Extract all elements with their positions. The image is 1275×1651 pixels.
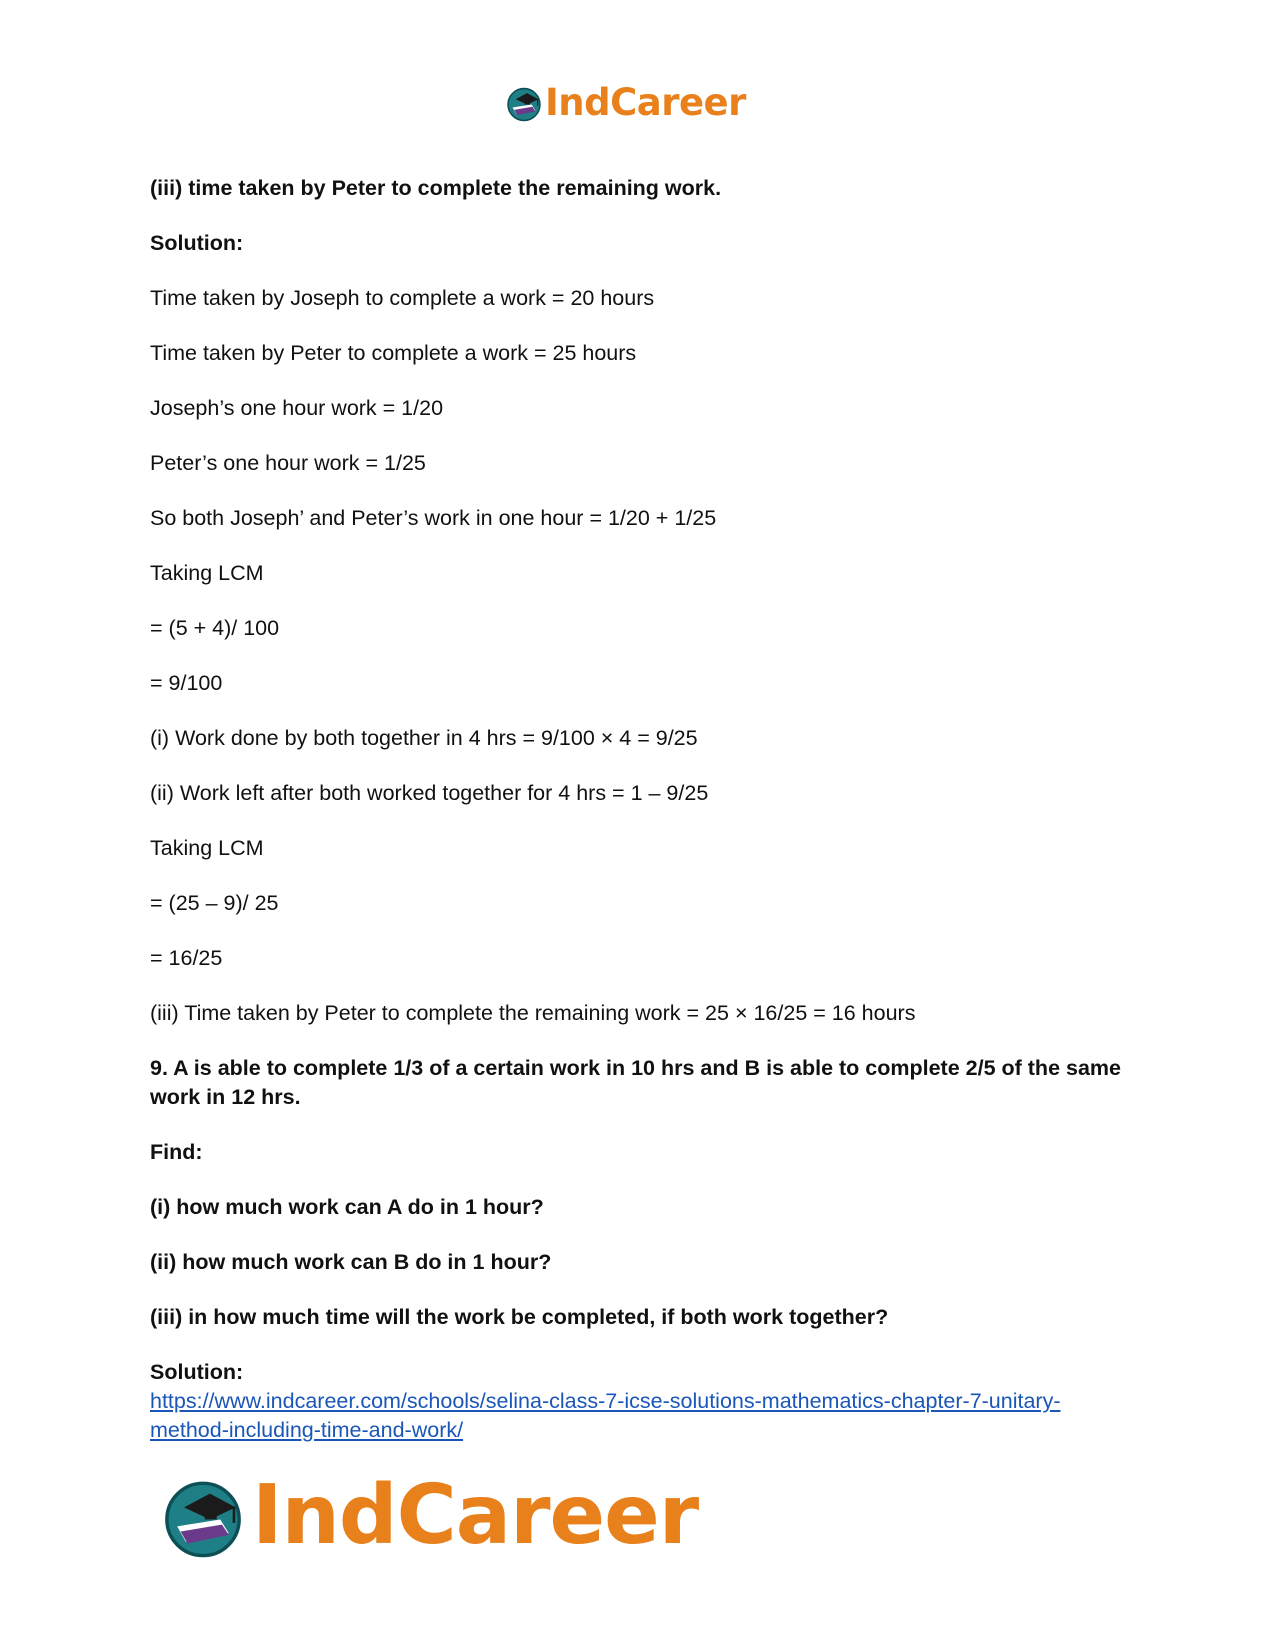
footer-logo [160,1466,698,1566]
line-gap [150,1028,1130,1054]
solution-link[interactable]: https://www.indcareer.com/schools/selina-class-7-icse-solutions-mathematics-chapter-7-unitary-method-including-time-and-work/ [150,1389,1061,1442]
text-line: Time taken by Joseph to complete a work = 20 hours [150,286,655,310]
header-logo-text: IndCareer [545,81,746,124]
line-gap [150,808,1130,834]
text-line: (iii) in how much time will the work be completed, if both work together? [150,1305,889,1329]
line-gap [150,423,1130,449]
line-gap [150,863,1130,889]
line-gap [150,643,1130,669]
text-line: (ii) how much work can B do in 1 hour? [150,1250,552,1274]
line-gap [150,973,1130,999]
text-line: 9. A is able to complete 1/3 of a certain work in 10 hrs and B is able to complete 2/5 of the same work in 12 hrs. [150,1056,1121,1109]
document-body [150,174,1130,1445]
line-gap [150,203,1130,229]
text-line: Taking LCM [150,836,264,860]
lines-container [150,174,1130,1358]
text-line: (ii) Work left after both worked together for 4 hrs = 1 – 9/25 [150,781,709,805]
text-line: (iii) Time taken by Peter to complete the remaining work = 25 × 16/25 = 16 hours [150,1001,916,1025]
text-line: Taking LCM [150,561,264,585]
line-gap [150,478,1130,504]
footer-logo-text: IndCareer [252,1468,699,1563]
text-line: Find: [150,1140,203,1164]
line-gap [150,533,1130,559]
text-line: (i) how much work can A do in 1 hour? [150,1195,544,1219]
header-logo [505,80,746,126]
text-line: (iii) time taken by Peter to complete the remaining work. [150,176,722,200]
graduation-cap-book-globe-icon [505,84,543,122]
line-gap [150,1222,1130,1248]
line-gap [150,1167,1130,1193]
line-gap [150,588,1130,614]
text-line: Joseph’s one hour work = 1/20 [150,396,444,420]
line-gap [150,698,1130,724]
text-line: Peter’s one hour work = 1/25 [150,451,426,475]
line-gap [150,918,1130,944]
text-line: Time taken by Peter to complete a work = 25 hours [150,341,637,365]
line-gap [150,1112,1130,1138]
text-line: = 9/100 [150,671,223,695]
graduation-cap-book-globe-icon [160,1473,246,1559]
text-line: So both Joseph’ and Peter’s work in one hour = 1/20 + 1/25 [150,506,717,530]
line-gap [150,368,1130,394]
text-line: = 16/25 [150,946,223,970]
text-line: = (5 + 4)/ 100 [150,616,280,640]
line-gap [150,753,1130,779]
line-gap [150,1277,1130,1303]
text-line: (i) Work done by both together in 4 hrs = 9/100 × 4 = 9/25 [150,726,698,750]
text-line: Solution: [150,231,244,255]
line-gap [150,258,1130,284]
line-gap [150,1332,1130,1358]
text-line: = (25 – 9)/ 25 [150,891,279,915]
line-gap [150,313,1130,339]
solution-label: Solution: [150,1360,244,1384]
